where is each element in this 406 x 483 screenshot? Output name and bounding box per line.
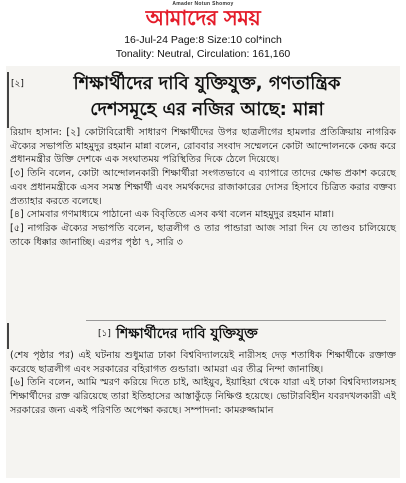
paragraph: [৬] তিনি বলেন, আমি স্মরণ করিয়ে দিতে চাই, আইয়ুব, ইয়াহিয়া থেকে যারা এই ঢাকা বিশ্ববিদ্যালয়সহ শিক্ষার্থীদের রক্ত ঝরিয়েছে তারা ইতিহাসের আস্তাকুঁড়ে নিক্ষিপ্ত হয়েছে। ভোটারবিহীন যবরদখলকারী এই সরকারের জন্য একই পরিণতি অপেক্ষা করছে। সম্পাদনা: কামরুজ্জামান	[10, 377, 396, 416]
clip-meta-tonality: Tonality: Neutral, Circulation: 161,160	[115, 48, 291, 60]
headline-line-1: শিক্ষার্থীদের দাবি যুক্তিযুক্ত, গণতান্ত্রিক	[73, 73, 341, 94]
paragraph: [৩] তিনি বলেন, কোটা আন্দোলনকারী শিক্ষার্থীরা সংগতভাবে এ ব্যাপারে তাদের ক্ষোভ প্রকাশ করেছে এবং প্রধানমন্ত্রীকে এসব সমস্ত শিক্ষার্থী এবং সমর্থকদের রাজাকারের দোসর হিসাবে চিত্রিত করার বক্তব্য প্রত্যাহার করতে বলেছে।	[10, 168, 396, 207]
continuation-headline: শিক্ষার্থীদের দাবি যুক্তিযুক্ত	[116, 326, 258, 342]
masthead-title: আমাদের সময়	[145, 6, 261, 30]
paragraph: রিয়াদ হাসান: [২] কোটাবিরোধী সাধারণ শিক্ষার্থীদের উপর ছাত্রলীগের হামলার প্রতিক্রিয়ায় নাগরিক ঐক্যের সভাপতি মাহমুদুর রহমান মান্না বলেন, রোববার সংবাদ সম্মেলনে কোটা আন্দোলনকে কেন্দ্র করে প্রধানমন্ত্রীর উক্তি দেশকে এক সংঘাতময় পরিস্থিতির দিকে ঠেলে দিয়েছে।	[10, 127, 396, 166]
left-rule	[7, 72, 9, 128]
masthead-small-name: Amader Notun Shomoy	[172, 1, 234, 7]
article-body	[10, 126, 396, 249]
paragraph: (শেষ পৃষ্ঠার পর) এই ঘটনায় শুধুমাত্র ঢাকা বিশ্ববিদ্যালয়েই নারীসহ দেড় শতাধিক শিক্ষার্থীকে রক্তাক্ত করেছে ছাত্রলীগ এবং সরকারের বহিরাগত গুন্ডারা। আমরা এর তীব্র নিন্দা জানাচ্ছি।	[10, 350, 396, 375]
paragraph: [৫] নাগরিক ঐক্যের সভাপতি বলেন, ছাত্রলীগ ও তার পান্ডারা আজ সারা দিন যে তাণ্ডব চালিয়েছে তাকে ধিক্কার জানাচ্ছি। এরপর পৃষ্ঠা ৭, সারি ৩	[10, 222, 396, 248]
continuation-body	[10, 349, 396, 418]
left-rule-lower	[7, 323, 9, 349]
masthead	[0, 0, 406, 30]
clip-meta-date-size: 16-Jul-24 Page:8 Size:10 col*inch	[124, 34, 282, 46]
section-divider	[86, 320, 386, 321]
newspaper-clipping	[6, 66, 400, 478]
paragraph: [৪] সোমবার গণমাধ্যমে পাঠানো এক বিবৃতিতে এসব কথা বলেন মাহমুদুর রহমান মান্না।	[10, 209, 335, 221]
continuation-number-mark: [১]	[98, 329, 111, 339]
headline-line-2: দেশসমূহে এর নজির আছে: মান্না	[90, 99, 324, 120]
article-number-mark: [২]	[11, 79, 24, 89]
